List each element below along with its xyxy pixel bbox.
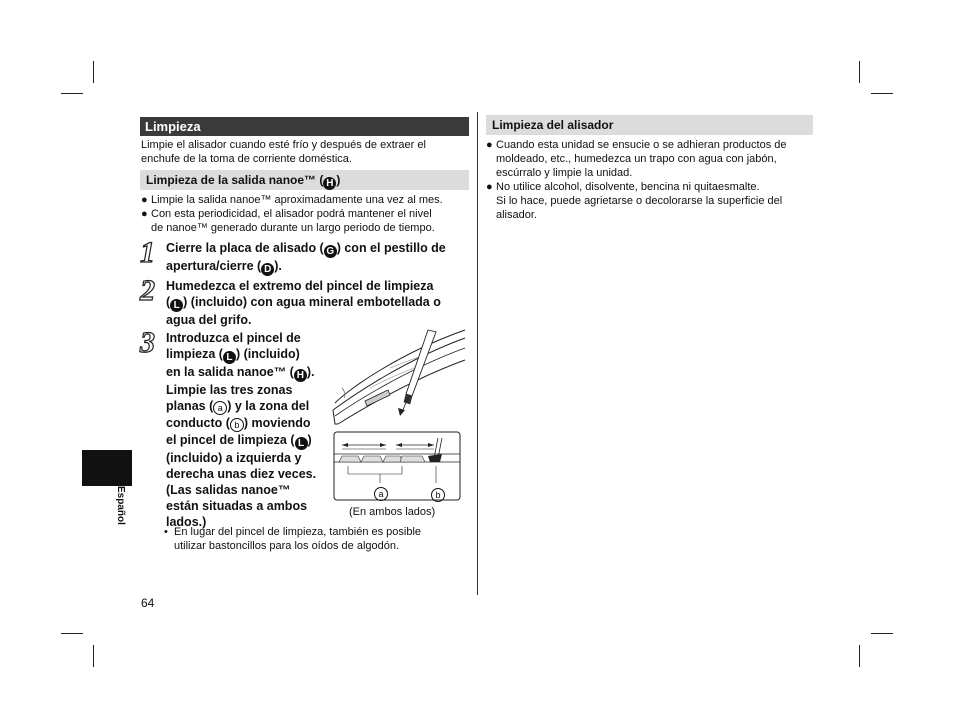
step-number: 3 xyxy=(140,326,155,359)
bullet-item: ● No utilice alcohol, disolvente, bencina ni quitaesmalte. Si lo hace, puede agrietarse o decolorarse la superficie del alisador. xyxy=(486,181,783,221)
crop-mark xyxy=(871,633,893,634)
figure-label-b: b xyxy=(431,484,445,502)
step-number: 1 xyxy=(140,236,155,269)
figure-caption: (En ambos lados) xyxy=(349,506,436,518)
section-title-alisador: Limpieza del alisador xyxy=(486,115,813,135)
ref-h-icon: H xyxy=(294,369,307,382)
crop-mark xyxy=(61,93,83,94)
ref-a-icon: a xyxy=(213,401,227,415)
subsection-title-nanoe: Limpieza de la salida nanoe™ ( H ) xyxy=(140,170,469,190)
crop-mark xyxy=(859,61,860,83)
language-tab xyxy=(82,450,132,486)
ref-l-icon: L xyxy=(223,351,236,364)
language-label: Español xyxy=(115,486,126,525)
crop-mark xyxy=(93,645,94,667)
page-number: 64 xyxy=(141,596,155,610)
ref-l-icon: L xyxy=(295,437,308,450)
step-3-text: Introduzca el pincel de limpieza ( L ) (incluido) en la salida nanoe™ ( H ). Limpie las tres zonas planas ( a ) y la zona del conducto ( b ) moviendo el pincel de limpieza ( L ) (incluido) a izquierda y derecha unas diez veces. (Las salidas nanoe™ están situadas a ambos lados.) xyxy=(166,331,317,529)
bullet-item: ● Con esta periodicidad, el alisador podrá mantener el nivel de nanoe™ generado durante un largo periodo de tiempo. xyxy=(141,208,435,234)
crop-mark xyxy=(859,645,860,667)
ref-h-icon: H xyxy=(323,177,336,190)
crop-mark xyxy=(871,93,893,94)
crop-mark xyxy=(93,61,94,83)
ref-l-icon: L xyxy=(170,299,183,312)
step-1-text: Cierre la placa de alisado ( G ) con el pestillo de apertura/cierre ( D ). xyxy=(166,241,446,275)
section-title-limpieza: Limpieza xyxy=(140,117,469,136)
column-divider xyxy=(477,112,478,595)
figure-label-a: a xyxy=(374,483,388,501)
ref-d-icon: D xyxy=(261,263,274,276)
intro-text: Limpie el alisador cuando esté frío y después de extraer el enchufe de la toma de corriente doméstica. xyxy=(141,139,426,165)
crop-mark xyxy=(61,633,83,634)
ref-b-icon: b xyxy=(230,418,244,432)
note-item: • En lugar del pincel de limpieza, también es posible utilizar bastoncillos para los oídos de algodón. xyxy=(164,526,422,552)
cleaning-illustration xyxy=(330,328,468,503)
step-number: 2 xyxy=(140,274,155,307)
bullet-item: ● Cuando esta unidad se ensucie o se adhieran productos de moldeado, etc., humedezca un trapo con agua con jabón, escúrralo y limpie la unidad. xyxy=(486,139,787,179)
ref-g-icon: G xyxy=(324,245,337,258)
step-2-text: Humedezca el extremo del pincel de limpieza ( L ) (incluido) con agua mineral embotellada o agua del grifo. xyxy=(166,279,441,327)
